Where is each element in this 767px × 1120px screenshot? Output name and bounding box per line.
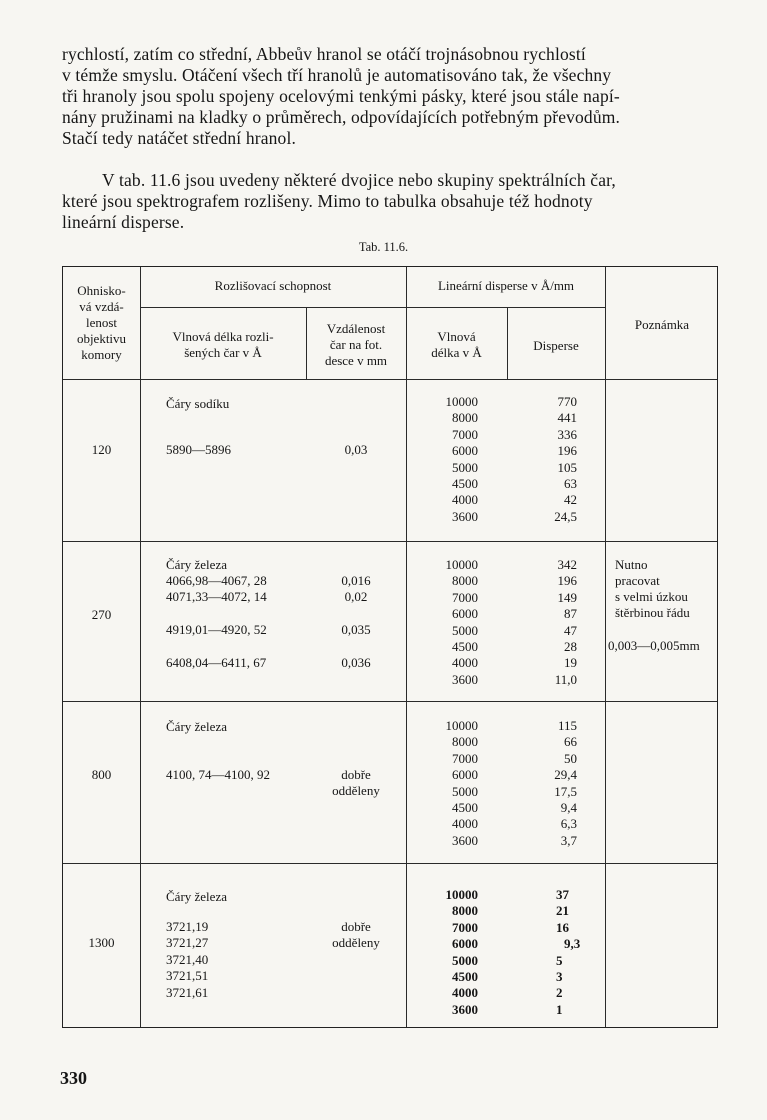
note-text: pracovat bbox=[615, 573, 660, 588]
dispersion-table bbox=[62, 266, 718, 1028]
text-line: v témže smyslu. Otáčení všech tří hranolů je automatisováno tak, že všechny bbox=[62, 65, 612, 85]
lines-label: Čáry sodíku bbox=[166, 396, 230, 411]
dispersion-list: 115 66 50 29,4 17,5 9,4 6,3 3,7 bbox=[554, 718, 577, 848]
line-distance: 0,03 bbox=[344, 442, 368, 457]
text-line: rychlostí, zatím co střední, Abbeův hranol se otáčí trojnásobnou rychlostí bbox=[62, 44, 586, 64]
line-distance: dobře bbox=[341, 919, 371, 934]
header-resolving-power: Rozlišovací schopnost bbox=[214, 278, 332, 293]
wavelength-list: 10000 8000 7000 6000 5000 4500 4000 3600 bbox=[445, 394, 478, 524]
row-rule bbox=[63, 541, 717, 542]
text-line: nány pružinami na kladky o průměrech, odpovídajících potřebným převodům. bbox=[62, 107, 621, 127]
line-distance: odděleny bbox=[332, 935, 380, 950]
text-line: tři hranoly jsou spolu spojeny ocelovými tenkými pásky, které jsou stále napí- bbox=[62, 86, 620, 106]
resolved-pair: 4100, 74—4100, 92 bbox=[166, 767, 270, 782]
lines-label: Čáry železa bbox=[166, 889, 227, 904]
lines-label: Čáry železa bbox=[166, 557, 227, 572]
focal-value: 1300 bbox=[88, 935, 115, 950]
header-line-distance: Vzdálenost čar na fot. desce v mm bbox=[324, 321, 388, 368]
table-caption: Tab. 11.6. bbox=[358, 240, 409, 254]
resolved-pair: 4066,98—4067, 28 bbox=[166, 573, 267, 588]
text-line: které jsou spektrografem rozlišeny. Mimo to tabulka obsahuje též hodnoty bbox=[62, 191, 593, 211]
line-distance: dobře bbox=[341, 767, 371, 782]
header-note: Poznámka bbox=[634, 317, 690, 332]
page-number: 330 bbox=[60, 1068, 87, 1088]
paragraph-2 bbox=[62, 170, 722, 233]
header-focal-length: Ohnisko- vá vzdá- lenost objektivu komory bbox=[76, 283, 127, 362]
note-text: s velmi úzkou bbox=[615, 589, 688, 604]
header-wavelength: Vlnová délka v Å bbox=[431, 329, 482, 360]
header-subrule bbox=[140, 307, 605, 308]
column-rule bbox=[140, 267, 141, 1027]
note-text: 0,003—0,005mm bbox=[608, 638, 700, 653]
wavelength-list: 10000 8000 7000 6000 5000 4500 4000 3600 bbox=[445, 887, 478, 1017]
line-distance: 0,036 bbox=[341, 655, 371, 670]
header-resolved-wavelength: Vlnová délka rozli- šených čar v Å bbox=[172, 329, 274, 360]
text-line: lineární disperse. bbox=[62, 212, 185, 232]
row-rule bbox=[63, 863, 717, 864]
focal-value: 800 bbox=[91, 767, 112, 782]
resolved-pair: 5890—5896 bbox=[166, 442, 231, 457]
text-line: Stačí tedy natáčet střední hranol. bbox=[62, 128, 296, 148]
line-distance: 0,02 bbox=[344, 589, 368, 604]
resolved-pair: 4919,01—4920, 52 bbox=[166, 622, 267, 637]
dispersion-list: 37 21 16 9,3 5 3 2 1 bbox=[556, 887, 581, 1017]
lines-label: Čáry železa bbox=[166, 719, 227, 734]
note-text: štěrbinou řádu bbox=[615, 605, 690, 620]
text-line: V tab. 11.6 jsou uvedeny některé dvojice nebo skupiny spektrálních čar, bbox=[102, 170, 616, 190]
header-dispersion: Disperse bbox=[533, 338, 579, 353]
row-rule bbox=[63, 701, 717, 702]
note-text: Nutno bbox=[615, 557, 648, 572]
line-distance: 0,016 bbox=[341, 573, 371, 588]
dispersion-list: 770 441 336 196 105 63 42 24,5 bbox=[554, 394, 577, 524]
header-rule bbox=[63, 379, 717, 380]
resolved-pair: 4071,33—4072, 14 bbox=[166, 589, 267, 604]
resolved-pair: 6408,04—6411, 67 bbox=[166, 655, 267, 670]
paragraph-1 bbox=[62, 44, 722, 149]
wavelength-list: 10000 8000 7000 6000 5000 4500 4000 3600 bbox=[445, 557, 478, 687]
header-linear-dispersion: Lineární disperse v Å/mm bbox=[437, 278, 575, 293]
column-rule bbox=[605, 267, 606, 1027]
line-distance: odděleny bbox=[332, 783, 380, 798]
wavelength-list: 10000 8000 7000 6000 5000 4500 4000 3600 bbox=[445, 718, 478, 848]
line-distance: 0,035 bbox=[341, 622, 371, 637]
dispersion-list: 342 196 149 87 47 28 19 11,0 bbox=[554, 557, 577, 687]
focal-value: 120 bbox=[91, 442, 112, 457]
resolved-lines-list: 3721,19 3721,27 3721,40 3721,51 3721,61 bbox=[166, 919, 209, 1000]
focal-value: 270 bbox=[91, 607, 112, 622]
